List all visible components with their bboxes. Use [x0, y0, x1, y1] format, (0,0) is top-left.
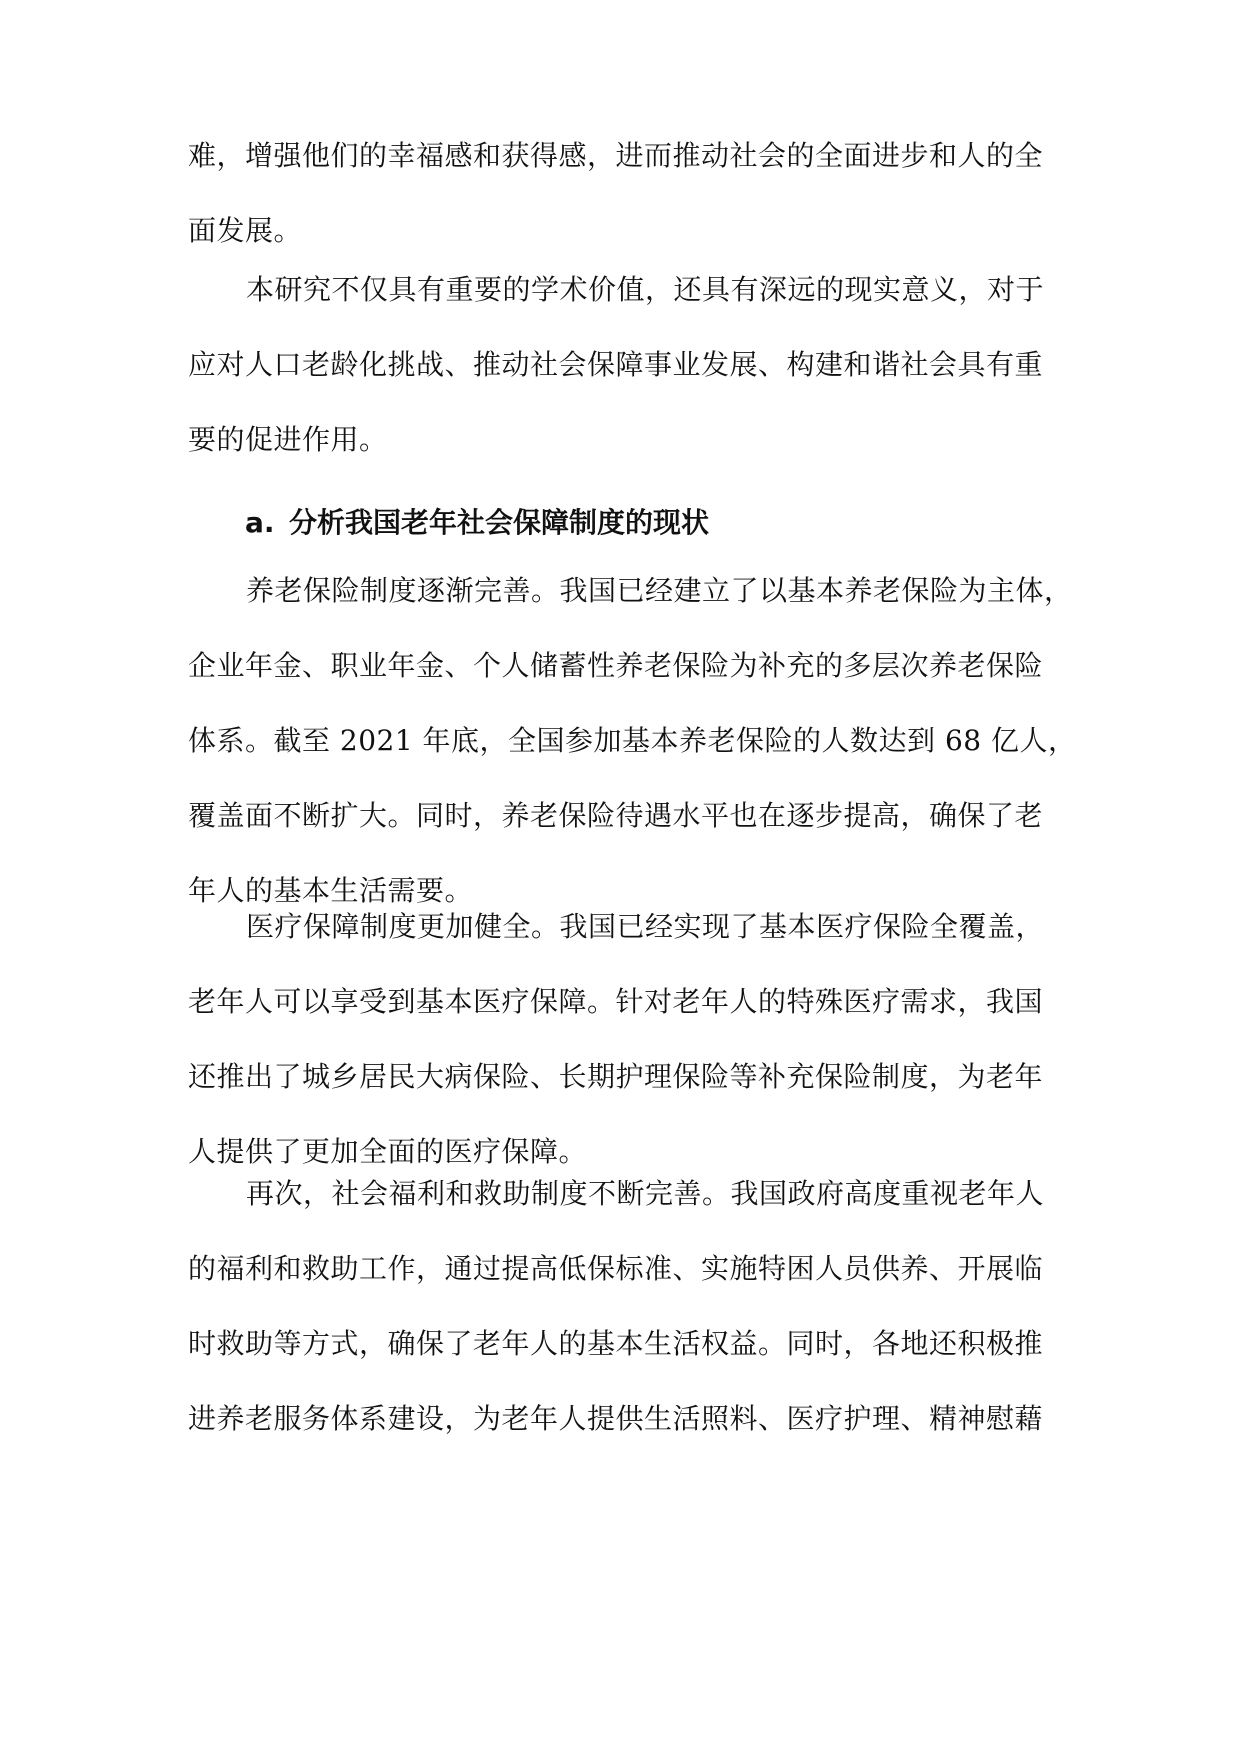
text-line: 的福利和救助工作，通过提高低保标准、实施特困人员供养、开展临: [188, 1252, 1044, 1285]
text-line: 养老保险制度逐渐完善。我国已经建立了以基本养老保险为主体，: [246, 574, 1073, 607]
text-line: 体系。截至 2021 年底，全国参加基本养老保险的人数达到 68 亿人，: [188, 724, 1077, 757]
paragraph-medical-insurance: [188, 889, 1060, 1189]
text-line: 医疗保障制度更加健全。我国已经实现了基本医疗保险全覆盖，: [246, 910, 1045, 943]
section-heading: [245, 485, 709, 560]
text-line: 还推出了城乡居民大病保险、长期护理保险等补充保险制度，为老年: [188, 1060, 1044, 1093]
text-line: 应对人口老龄化挑战、推动社会保障事业发展、构建和谐社会具有重: [188, 348, 1044, 381]
text-line: 时救助等方式，确保了老年人的基本生活权益。同时，各地还积极推: [188, 1327, 1044, 1360]
text-line: 年人的基本生活需要。: [188, 874, 474, 907]
text-line: 人提供了更加全面的医疗保障。: [188, 1135, 588, 1168]
text-line: 企业年金、职业年金、个人储蓄性养老保险为补充的多层次养老保险: [188, 649, 1044, 682]
paragraph-pension-insurance: [188, 553, 1077, 928]
text-line: 再次，社会福利和救助制度不断完善。我国政府高度重视老年人: [246, 1177, 1045, 1210]
section-number: a.: [245, 506, 275, 539]
text-line: 覆盖面不断扩大。同时，养老保险待遇水平也在逐步提高，确保了老: [188, 799, 1044, 832]
text-line: 难，增强他们的幸福感和获得感，进而推动社会的全面进步和人的全: [188, 139, 1044, 172]
paragraph-continuation: [188, 118, 1060, 268]
text-line: 面发展。: [188, 214, 303, 247]
text-line: 进养老服务体系建设，为老年人提供生活照料、医疗护理、精神慰藉: [188, 1402, 1044, 1435]
text-line: 老年人可以享受到基本医疗保障。针对老年人的特殊医疗需求，我国: [188, 985, 1044, 1018]
paragraph-research-significance: [188, 252, 1060, 477]
text-line: 要的促进作用。: [188, 423, 388, 456]
section-title: 分析我国老年社会保障制度的现状: [289, 506, 710, 539]
paragraph-social-welfare: [188, 1156, 1060, 1456]
text-line: 本研究不仅具有重要的学术价值，还具有深远的现实意义，对于: [246, 273, 1045, 306]
